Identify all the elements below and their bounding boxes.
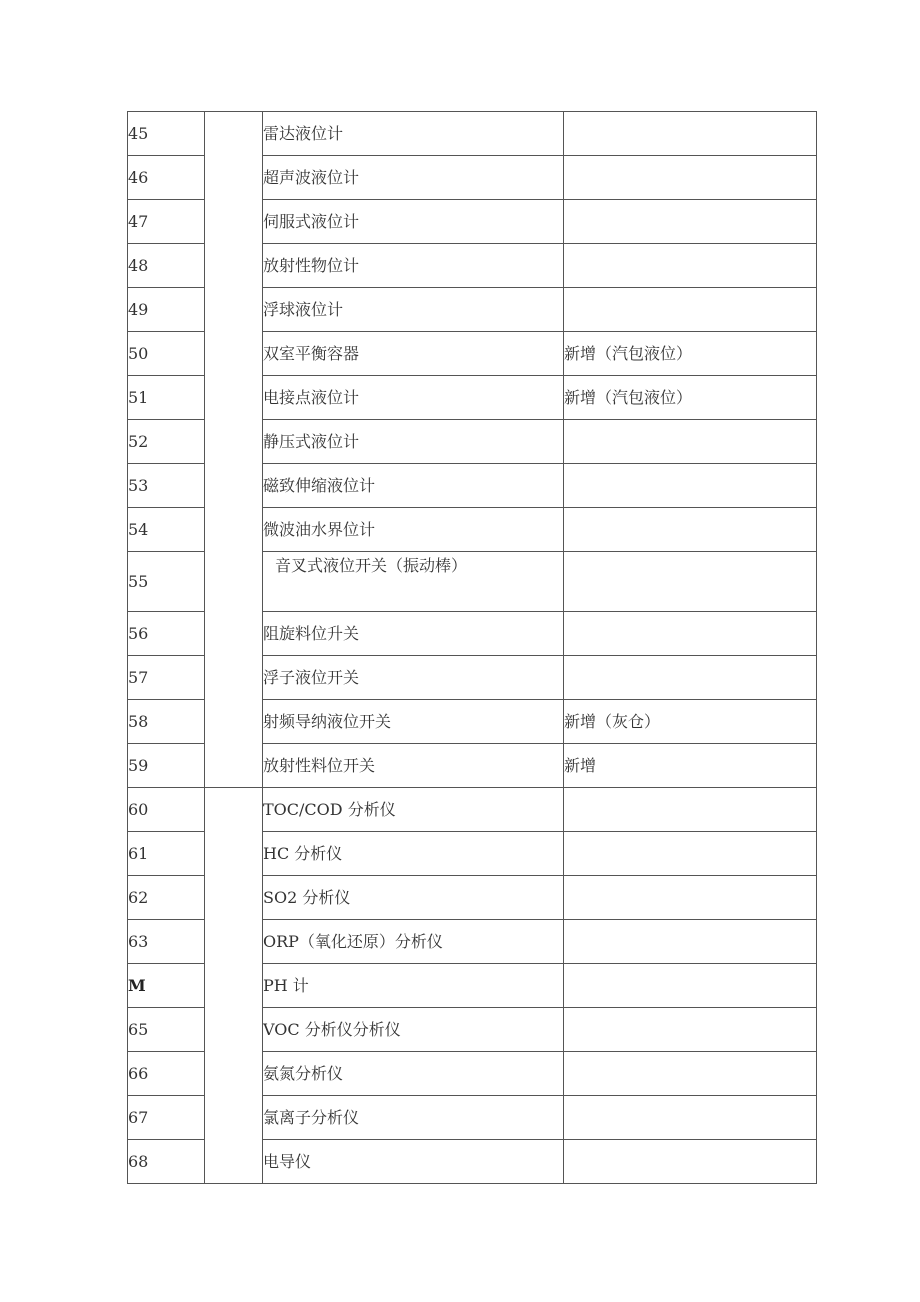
row-number: 63	[128, 920, 205, 964]
instrument-name: 音叉式液位开关（振动棒）	[263, 552, 564, 612]
row-number: 49	[128, 288, 205, 332]
instrument-name: PH 计	[263, 964, 564, 1008]
row-number: 57	[128, 656, 205, 700]
remark	[564, 656, 817, 700]
remark	[564, 1096, 817, 1140]
row-number: 68	[128, 1140, 205, 1184]
remark	[564, 508, 817, 552]
remark	[564, 420, 817, 464]
instrument-name: VOC 分析仪分析仪	[263, 1008, 564, 1052]
remark	[564, 964, 817, 1008]
instrument-name: TOC/COD 分析仪	[263, 788, 564, 832]
instrument-name: 磁致伸缩液位计	[263, 464, 564, 508]
remark	[564, 552, 817, 612]
instrument-name: 氨氮分析仪	[263, 1052, 564, 1096]
row-number: 50	[128, 332, 205, 376]
category-cell-level	[205, 112, 263, 788]
instrument-name: 浮子液位开关	[263, 656, 564, 700]
remark	[564, 464, 817, 508]
instrument-name: ORP（氧化还原）分析仪	[263, 920, 564, 964]
instrument-name: 阻旋料位升关	[263, 612, 564, 656]
remark	[564, 1052, 817, 1096]
remark	[564, 832, 817, 876]
table-row	[128, 788, 817, 832]
instrument-name: 射频导纳液位开关	[263, 700, 564, 744]
row-number: 59	[128, 744, 205, 788]
row-number: 65	[128, 1008, 205, 1052]
remark: 新增（汽包液位）	[564, 332, 817, 376]
instrument-name: 氯离子分析仪	[263, 1096, 564, 1140]
instrument-name: 浮球液位计	[263, 288, 564, 332]
instrument-name: 雷达液位计	[263, 112, 564, 156]
row-number: 52	[128, 420, 205, 464]
row-number: 55	[128, 552, 205, 612]
instrument-name: HC 分析仪	[263, 832, 564, 876]
remark	[564, 244, 817, 288]
row-number: 67	[128, 1096, 205, 1140]
row-number: 47	[128, 200, 205, 244]
instrument-name: 静压式液位计	[263, 420, 564, 464]
remark	[564, 1140, 817, 1184]
remark	[564, 612, 817, 656]
instrument-name: 电导仪	[263, 1140, 564, 1184]
instrument-name: 微波油水界位计	[263, 508, 564, 552]
row-number: 45	[128, 112, 205, 156]
remark	[564, 1008, 817, 1052]
row-number: 51	[128, 376, 205, 420]
row-number: 56	[128, 612, 205, 656]
remark	[564, 288, 817, 332]
instrument-table	[127, 111, 817, 1184]
instrument-name: 双室平衡容器	[263, 332, 564, 376]
table-row	[128, 112, 817, 156]
remark	[564, 920, 817, 964]
row-number: M	[128, 964, 205, 1008]
row-number: 54	[128, 508, 205, 552]
remark	[564, 112, 817, 156]
row-number: 60	[128, 788, 205, 832]
category-cell-analysis	[205, 788, 263, 1184]
row-number: 53	[128, 464, 205, 508]
row-number: 58	[128, 700, 205, 744]
row-number: 48	[128, 244, 205, 288]
row-number: 46	[128, 156, 205, 200]
remark: 新增	[564, 744, 817, 788]
remark: 新增（灰仓）	[564, 700, 817, 744]
remark: 新增（汽包液位）	[564, 376, 817, 420]
row-number: 62	[128, 876, 205, 920]
remark	[564, 156, 817, 200]
instrument-name: 放射性料位开关	[263, 744, 564, 788]
instrument-name: 电接点液位计	[263, 376, 564, 420]
row-number: 61	[128, 832, 205, 876]
row-number: 66	[128, 1052, 205, 1096]
remark	[564, 788, 817, 832]
instrument-name: 伺服式液位计	[263, 200, 564, 244]
instrument-name: 超声波液位计	[263, 156, 564, 200]
remark	[564, 200, 817, 244]
instrument-name: SO2 分析仪	[263, 876, 564, 920]
remark	[564, 876, 817, 920]
instrument-name: 放射性物位计	[263, 244, 564, 288]
